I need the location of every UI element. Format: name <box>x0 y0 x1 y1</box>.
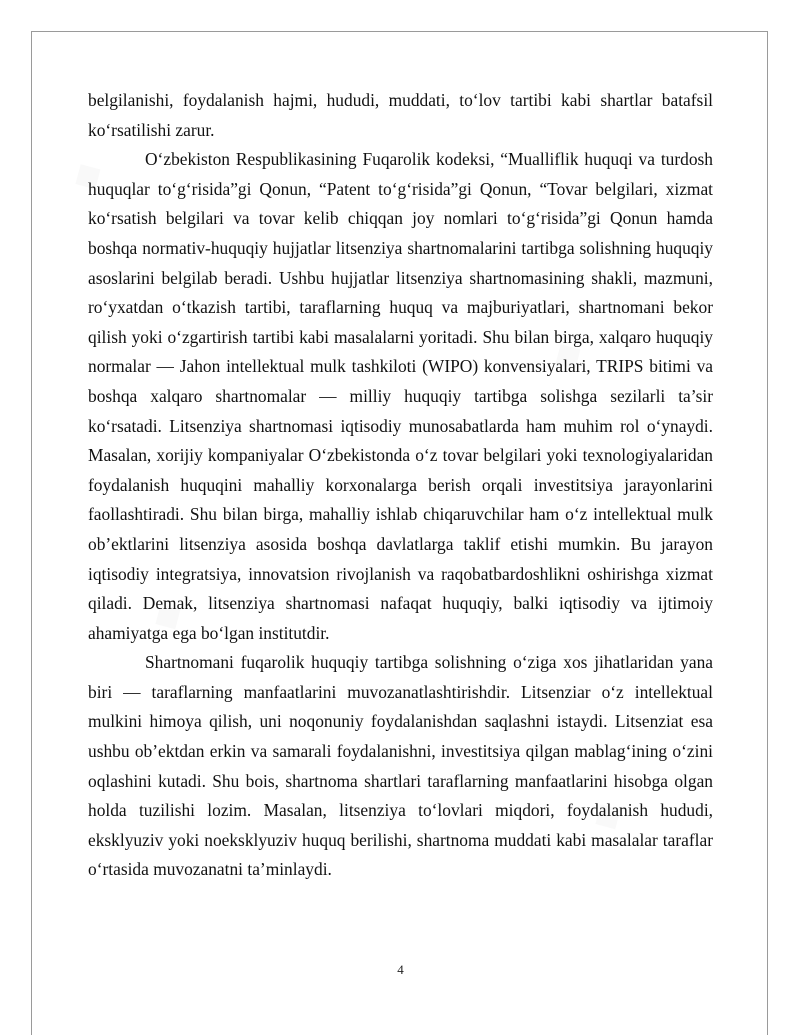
document-page <box>31 31 768 1035</box>
body-text <box>88 86 713 885</box>
paragraph-balance-of-interests: Shartnomani fuqarolik huquqiy tartibga solishning o‘ziga xos jihatlaridan yana biri — taraflarning manfaatlarini muvozanatlashtirishdir. Litsenziar o‘z intellektual mulkini himoya qilish, uni noqonuniy foydalanishdan saqlashni istaydi. Litsenziat esa ushbu ob’ektdan erkin va samarali foydalanishni, investitsiya qilgan mablag‘ining o‘zini oqlashini kutadi. Shu bois, shartnoma shartlari taraflarning manfaatlarini hisobga olgan holda tuzilishi lozim. Masalan, litsenziya to‘lovlari miqdori, foydalanish hududi, eksklyuziv yoki noeksklyuziv huquq berilishi, shartnoma muddati kabi masalalar taraflar o‘rtasida muvozanatni ta’minlaydi. <box>88 652 713 880</box>
paragraph-legal-basis: O‘zbekiston Respublikasining Fuqarolik kodeksi, “Mualliflik huquqi va turdosh huquqlar to‘g‘risida”gi Qonun, “Patent to‘g‘risida”gi Qonun, “Tovar belgilari, xizmat ko‘rsatish belgilari va tovar kelib chiqqan joy nomlari to‘g‘risida”gi Qonun hamda boshqa normativ-huquqiy hujjatlar litsenziya shartnomalarini tartibga solishning huquqiy asoslarini belgilab beradi. Ushbu hujjatlar litsenziya shartnomasining shakli, mazmuni, ro‘yxatdan o‘tkazish tartibi, taraflarning huquq va majburiyatlari, shartnomani bekor qilish yoki o‘zgartirish tartibi kabi masalalarni yoritadi. Shu bilan birga, xalqaro huquqiy normalar — Jahon intellektual mulk tashkiloti (WIPO) konvensiyalari, TRIPS bitimi va boshqa xalqaro shartnomalar — milliy huquqiy tartibga solishga sezilarli ta’sir ko‘rsatadi. Litsenziya shartnomasi iqtisodiy munosabatlarda ham muhim rol o‘ynaydi. Masalan, xorijiy kompaniyalar O‘zbekistonda o‘z tovar belgilari yoki texnologiyalaridan foydalanish huquqini mahalliy korxonalarga berish orqali investitsiya jarayonlarini faollashtiradi. Shu bilan birga, mahalliy ishlab chiqaruvchilar ham o‘z intellektual mulk ob’ektlarini litsenziya asosida boshqa davlatlarga taklif etishi mumkin. Bu jarayon iqtisodiy integratsiya, innovatsion rivojlanish va raqobatbardoshlikni oshirishga xizmat qiladi. Demak, litsenziya shartnomasi nafaqat huquqiy, balki iqtisodiy va ijtimoiy ahamiyatga ega bo‘lgan institutdir. <box>88 149 713 643</box>
page-number: 4 <box>397 962 404 977</box>
paragraph-continuation: belgilanishi, foydalanish hajmi, hududi, muddati, to‘lov tartibi kabi shartlar batafsil ko‘rsatilishi zarur. <box>88 90 713 140</box>
